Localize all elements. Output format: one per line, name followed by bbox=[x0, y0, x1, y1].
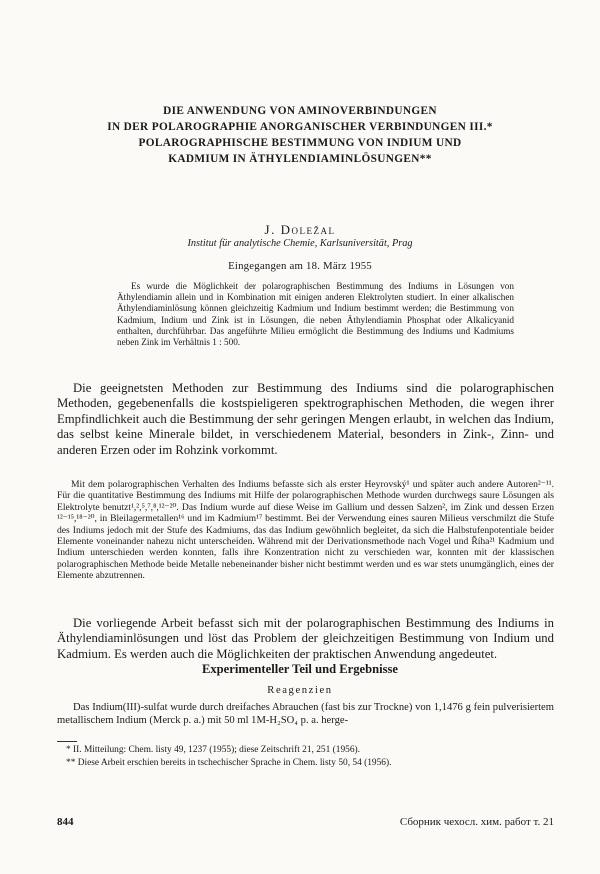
footnote-2: ** Diese Arbeit erschien bereits in tschechischer Sprache in Chem. listy 50, 54 (1956). bbox=[66, 758, 392, 769]
abstract-text: Es wurde die Möglichkeit der polarographischen Bestimmung des Indiums in Lösungen von Äthylendiamin allein und in Kombination mit einigen anderen Elektrolyten studiert. In einer alkalischen Äthylendiaminlösung können gleichzeitig Kadmium und Indium bestimmt werden; die Bestimmung von Kadmium, Indium und Zink ist in Lösungen, die neben Äthylendiamin Phosphat oder Alkalicyanid enthalten, durchführbar. Das angeführte Milieu ermöglicht die Bestimmung des Indiums und Kadmiums neben Zink im Verhältnis 1 : 500. bbox=[117, 281, 514, 348]
journal-reference: Сборник чехосл. хим. работ т. 21 bbox=[399, 816, 554, 828]
affiliation: Institut für analytische Chemie, Karlsuniversität, Prag bbox=[187, 238, 413, 249]
abstract bbox=[117, 281, 514, 348]
title-line-1: DIE ANWENDUNG VON AMINOVERBINDUNGEN bbox=[163, 105, 437, 117]
paragraph-aim: Die vorliegende Arbeit befasst sich mit der polarographischen Bestimmung des Indiums in Äthylendiaminlösungen und löst das Problem der gleichzeitigen Bestimmung von Indium und Kadmium. Es werden auch die Möglichkeiten der praktischen Anwendung angedeutet. bbox=[57, 616, 554, 661]
footnote-rule bbox=[57, 741, 77, 742]
subsection-title: Reagenzien bbox=[267, 685, 333, 696]
reagent-text: Das Indium(III)-sulfat wurde durch dreifaches Abrauchen (fast bis zur Trockne) von 1,1476 g fein pulverisiertem metallischem Indium (Merck p. a.) mit 50 ml 1M-H₂SO₄ p. a. herge- bbox=[57, 702, 554, 727]
paragraph-history: Mit dem polarographischen Verhalten des Indiums befasste sich als erster Heyrovský¹ und später auch andere Autoren²⁻¹¹. Für die quantitative Bestimmung des Indiums mit Hilfe der polarographischen Methode wurden durchwegs saure Lösungen als Elektrolyte benutzt¹,²,⁵,⁷,⁸,¹²⁻²⁰. Das Indium wurde auf diese Weise im Gallium und dessen Salzen², im Zink und dessen Erzen ¹²⁻¹⁵,¹⁸⁻²⁰, in Bleilagermetallen¹⁶ und im Kadmium¹⁷ bestimmt. Bei der Verwendung eines sauren Milieus verschmilzt die Stufe des Indiums jedoch mit der Stufe des Kadmiums, das das Indium gewöhnlich begleitet, da sich die Halbstufenpotentiale beider Elemente voneinander nahezu nicht unterscheiden. Während mit der Derivationsmethode nach Vogel und Říha²¹ Kadmium und Indium unterschieden werden konnten, falls ihre Konzentration nicht zu verschieden war, konnten mit der klassischen polarographischen Methode beide Metalle nebeneinander bisher nicht bestimmt werden und es war stets unumgänglich, eines der Elemente abzutrennen. bbox=[57, 479, 554, 582]
received-date: Eingegangen am 18. März 1955 bbox=[228, 260, 372, 272]
section-title: Experimenteller Teil und Ergebnisse bbox=[201, 662, 399, 676]
title-line-2: IN DER POLAROGRAPHIE ANORGANISCHER VERBINDUNGEN III.* bbox=[107, 121, 493, 133]
page-number: 844 bbox=[57, 816, 74, 828]
footnote-1: * II. Mitteilung: Chem. listy 49, 1237 (1955); diese Zeitschrift 21, 251 (1956). bbox=[66, 745, 360, 755]
author: J. Doležal bbox=[264, 222, 336, 237]
title-line-3: POLAROGRAPHISCHE BESTIMMUNG VON INDIUM UND bbox=[138, 137, 462, 149]
paragraph-intro: Die geeignetsten Methoden zur Bestimmung des Indiums sind die polarographischen Methoden, gegebenenfalls die kostspieligeren spektrographischen Methoden, die wegen ihrer Empfindlichkeit auch die Bestimmung der sehr geringen Mengen erlaubt, in welchen das Indium, das selbst keine Minerale bildet, in verschiedenem Material, besonders in Zink-, Zinn- und anderen Erzen oder im Rohzink vorkommt. bbox=[57, 381, 554, 457]
title-line-4: KADMIUM IN ÄTHYLENDIAMINLÖSUNGEN** bbox=[168, 153, 432, 165]
footnotes bbox=[66, 744, 554, 770]
